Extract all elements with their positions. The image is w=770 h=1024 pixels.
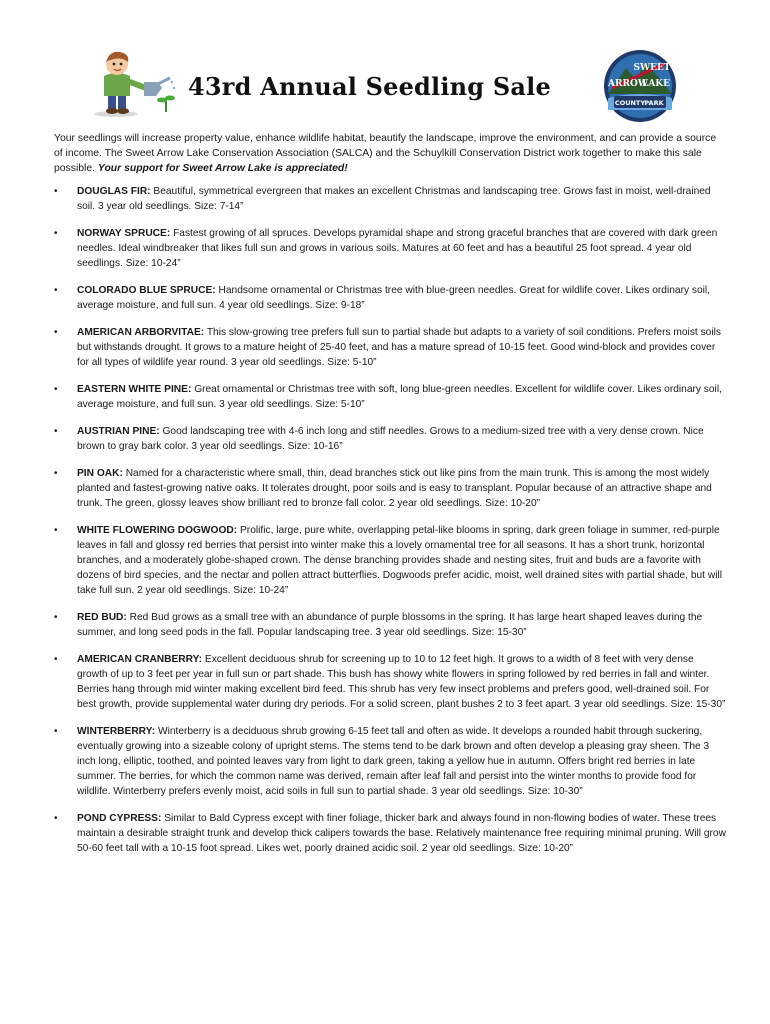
species-item [54,424,726,454]
species-name: WHITE FLOWERING DOGWOOD: [77,525,238,536]
gardening-child-clipart-icon [86,48,178,118]
species-item [54,226,726,271]
bullet-icon: • [54,468,58,479]
species-name: POND CYPRESS: [77,813,162,824]
species-name: NORWAY SPRUCE: [77,228,171,239]
species-name: COLORADO BLUE SPRUCE: [77,285,216,296]
logo-word-county: COUNTY [614,99,646,107]
logo-word-park: PARK [644,99,664,107]
species-item [54,466,726,511]
bullet-icon: • [54,285,58,296]
species-description: Red Bud grows as a small tree with an abundance of purple blossoms in the spring. It has large heart shaped leaves during the summer, and long seed pods in the fall. Popular landscaping tree. 3 year old seedlings. Size: 15-30” [77,612,703,638]
logo-word-arrow: ARROW [608,79,648,89]
species-item [54,610,726,640]
species-description: Fastest growing of all spruces. Develops pyramidal shape and strong graceful branches that are covered with dark green needles. Ideal windbreaker that likes full sun and grows in various soils. Matures at 60 feet and has a beautiful 25 foot spread. 4 year old seedlings. Size: 10-24” [77,228,718,269]
bullet-icon: • [54,654,58,665]
species-name: WINTERBERRY: [77,726,156,737]
bullet-icon: • [54,327,58,338]
species-description: Beautiful, symmetrical evergreen that makes an excellent Christmas and landscaping tree. Grows fast in moist, well-drained soil. 3 year old seedlings. Size: 7-14” [77,186,711,212]
bullet-icon: • [54,384,58,395]
bullet-icon: • [54,525,58,536]
species-description: Similar to Bald Cypress except with finer foliage, thicker bark and always found in non-flowing bodies of water. These trees maintain a desirable straight trunk and develop thick calipers towards the base. Relatively maintenance free requiring minimal pruning. Will grow 50-60 feet tall with a 10-15 foot spread. Likes wet, poorly drained acidic soil. 2 year old seedlings. Size: 10-20” [77,813,726,854]
species-item [54,811,726,856]
species-description: This slow-growing tree prefers full sun to partial shade but adapts to a variety of soil conditions. Prefers moist soils but withstands drought. It grows to a mature height of 25-40 feet, and has a mature spread of 10-15 feet. Good wind-block and provides cover for all types of wildlife year round. 3 year old seedlings. Size: 5-10” [77,327,721,368]
intro-text: Your seedlings will increase property value, enhance wildlife habitat, beautify the landscape, improve the environment, and can provide a source of income. The Sweet Arrow Lake Conservation Association (SALCA) and the Schuylkill Conservation District work together to make this sale possible. [54,133,717,174]
page-header [0,0,770,130]
species-description: Prolific, large, pure white, overlapping petal-like blooms in spring, dark green foliage in summer, red-purple leaves in fall and glossy red berries that persist into winter make this a lovely ornamental tree for all seasons. It has a short trunk, horizontal branches, and a moderately globe-shaped crown. The dense branching provides shade and nesting sites, fruit and buds are a favorite with dozens of bird species, and the nectar and pollen attract butterflies. Dogwoods prefer acidic, moist, well drained sites with partial shade, but will take full sun. 2 year old seedlings. Size: 10-24” [77,525,722,596]
logo-word-lake: LAKE [642,79,670,89]
species-description: Named for a characteristic where small, thin, dead branches stick out like pins from the main trunk. This is among the most widely planted and fastest-growing native oaks. It tolerates drought, poor soils and is easy to transplant. Popular because of an attractive shape and trunk. The green, glossy leaves show brilliant red to bronze fall color. 2 year old seedlings. Size: 10-20” [77,468,712,509]
species-name: AUSTRIAN PINE: [77,426,160,437]
species-description: Winterberry is a deciduous shrub growing 6-15 feet tall and often as wide. It develops a rounded habit through suckering, eventually growing into a sizeable colony of upright stems. The stems tend to be dark brown and often develop a pleasing gray sheen. The 3 inch long, elliptic, toothed, and pointed leaves vary from light to dark green, taking a yellow hue in autumn. Offers bright red berries in late summer. The berries, for which the common name was derived, remain after leaf fall and persist into the winter months to provide food for wildlife. Winterberry prefers evenly moist, acid soils in full sun to partial shade. 3 year old seedlings. Size: 10-30” [77,726,710,797]
species-item [54,652,726,712]
species-name: DOUGLAS FIR: [77,186,151,197]
bullet-icon: • [54,726,58,737]
page-title: 43rd Annual Seedling Sale [188,72,551,101]
bullet-icon: • [54,612,58,623]
bullet-icon: • [54,813,58,824]
species-description: Great ornamental or Christmas tree with soft, long blue-green needles. Excellent for wildlife cover. Likes ordinary soil, average moisture, and full sun. 3 year old seedlings. Size: 5-10” [77,384,722,410]
bullet-icon: • [54,228,58,239]
species-item [54,382,726,412]
species-item [54,325,726,370]
species-item [54,523,726,598]
species-name: PIN OAK: [77,468,123,479]
bullet-icon: • [54,186,58,197]
species-description: Good landscaping tree with 4-6 inch long and stiff needles. Grows to a medium-sized tree with a very dense crown. Nice brown to gray bark color. 3 year old seedlings. Size: 10-16” [77,426,704,452]
species-item [54,724,726,799]
intro-paragraph [54,131,726,176]
species-list [54,184,726,868]
species-name: EASTERN WHITE PINE: [77,384,192,395]
species-name: RED BUD: [77,612,127,623]
bullet-icon: • [54,426,58,437]
logo-word-sweet: SWEET [633,63,671,73]
species-description: Handsome ornamental or Christmas tree with blue-green needles. Great for wildlife cover. Likes ordinary soil, average moisture, and full sun. 4 year old seedlings. Size: 9-18” [77,285,711,311]
species-name: AMERICAN ARBORVITAE: [77,327,205,338]
species-description: Excellent deciduous shrub for screening up to 10 to 12 feet high. It grows to a width of 8 feet with very dense growth of up to 3 feet per year in full sun or part shade. This bush has showy white flowers in spring followed by red berries in fall and winter. Berries hang through mid winter making excellent bird feed. This shrub has very few insect problems and prefers good, well-drained soil. For best growth, provide supplemental water during dry periods. For a solid screen, plant bushes 2 to 3 feet apart. 3 year old seedlings. Size: 15-30” [77,654,726,710]
intro-emphasis: Your support for Sweet Arrow Lake is appreciated! [97,163,348,174]
species-name: AMERICAN CRANBERRY: [77,654,203,665]
sweet-arrow-lake-county-park-logo-icon [600,44,680,124]
species-item [54,184,726,214]
species-item [54,283,726,313]
